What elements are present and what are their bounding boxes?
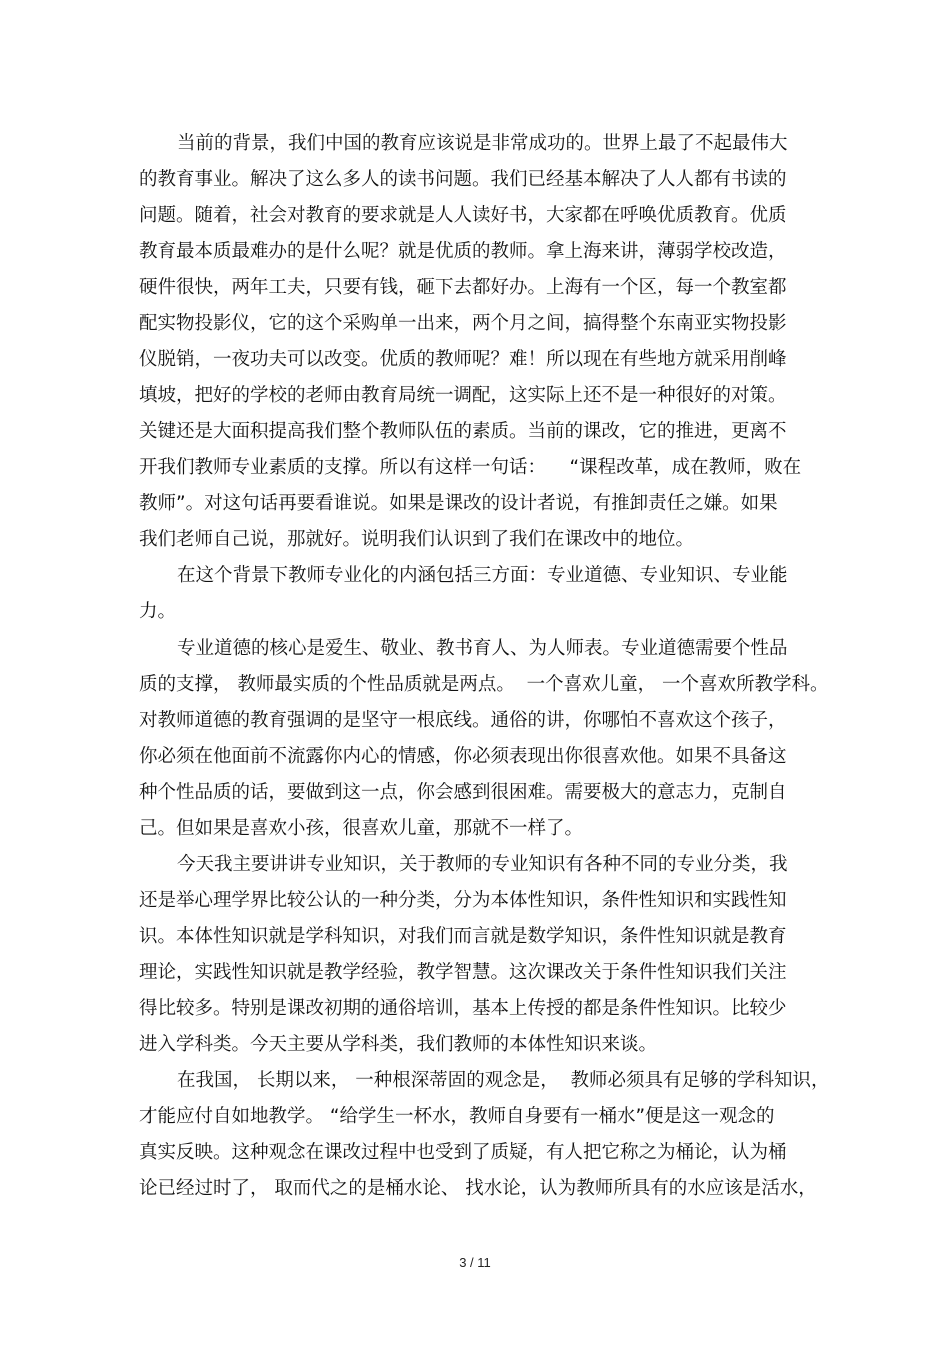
text-line: 在这个背景下教师专业化的内涵包括三方面：专业道德、专业知识、专业能	[177, 565, 788, 586]
text-line: 进入学科类。今天主要从学科类，我们教师的本体性知识来谈。	[139, 1034, 658, 1055]
text-line: 己。但如果是喜欢小孩，很喜欢儿童，那就不一样了。	[139, 818, 584, 839]
text-line: 还是举心理学界比较公认的一种分类，分为本体性知识，条件性知识和实践性知	[139, 890, 787, 911]
text-line: 专业道德的核心是爱生、敬业、教书育人、为人师表。专业道德需要个性品	[177, 638, 788, 659]
text-line: 当前的背景，我们中国的教育应该说是非常成功的。世界上最了不起最伟大	[177, 133, 788, 154]
text-line: 你必须在他面前不流露你内心的情感，你必须表现出你很喜欢他。如果不具备这	[139, 746, 787, 767]
text-line: 得比较多。特别是课改初期的通俗培训，基本上传授的都是条件性知识。比较少	[139, 998, 787, 1019]
text-line: 论已经过时了， 取而代之的是桶水论、 找水论，认为教师所具有的水应该是活水，	[139, 1178, 817, 1199]
text-line: 对教师道德的教育强调的是坚守一根底线。通俗的讲，你哪怕不喜欢这个孩子，	[139, 710, 787, 731]
text-line: 理论，实践性知识就是教学经验，教学智慧。这次课改关于条件性知识我们关注	[139, 962, 787, 983]
text-line: 仪脱销，一夜功夫可以改变。优质的教师呢？难！所以现在有些地方就采用削峰	[139, 349, 787, 370]
text-line: 我们老师自己说，那就好。说明我们认识到了我们在课改中的地位。	[139, 529, 695, 550]
text-line: 种个性品质的话，要做到这一点，你会感到很困难。需要极大的意志力，克制自	[139, 782, 787, 803]
text-line: 教师”。对这句话再要看谁说。如果是课改的设计者说，有推卸责任之嫌。如果	[139, 493, 778, 514]
text-line: 力。	[139, 601, 177, 622]
text-line: 识。本体性知识就是学科知识，对我们而言就是数学知识，条件性知识就是教育	[139, 926, 787, 947]
text-line: 才能应付自如地教学。 “给学生一杯水，教师自身要有一桶水”便是这一观念的	[139, 1106, 775, 1127]
text-line: 今天我主要讲讲专业知识，关于教师的专业知识有各种不同的专业分类，我	[177, 854, 788, 875]
text-line: 问题。随着，社会对教育的要求就是人人读好书，大家都在呼唤优质教育。优质	[139, 205, 787, 226]
text-line: 开我们教师专业素质的支撑。所以有这样一句话： “课程改革，成在教师，败在	[139, 457, 802, 478]
text-line: 在我国， 长期以来， 一种根深蒂固的观念是， 教师必须具有足够的学科知识，	[177, 1070, 830, 1091]
text-line: 配实物投影仪，它的这个采购单一出来，两个月之间，搞得整个东南亚实物投影	[139, 313, 787, 334]
text-line: 质的支撑， 教师最实质的个性品质就是两点。 一个喜欢儿童， 一个喜欢所教学科。	[139, 674, 829, 695]
text-line: 真实反映。这种观念在课改过程中也受到了质疑，有人把它称之为桶论，认为桶	[139, 1142, 787, 1163]
page-number: 3 / 11	[459, 1255, 491, 1270]
text-line: 教育最本质最难办的是什么呢？就是优质的教师。拿上海来讲，薄弱学校改造，	[139, 241, 787, 262]
text-line: 填坡，把好的学校的老师由教育局统一调配，这实际上还不是一种很好的对策。	[139, 385, 787, 406]
text-line: 硬件很快，两年工夫，只要有钱，砸下去都好办。上海有一个区，每一个教室都	[139, 277, 787, 298]
text-line: 的教育事业。解决了这么多人的读书问题。我们已经基本解决了人人都有书读的	[139, 169, 787, 190]
text-line: 关键还是大面积提高我们整个教师队伍的素质。当前的课改，它的推进，更离不	[139, 421, 787, 442]
